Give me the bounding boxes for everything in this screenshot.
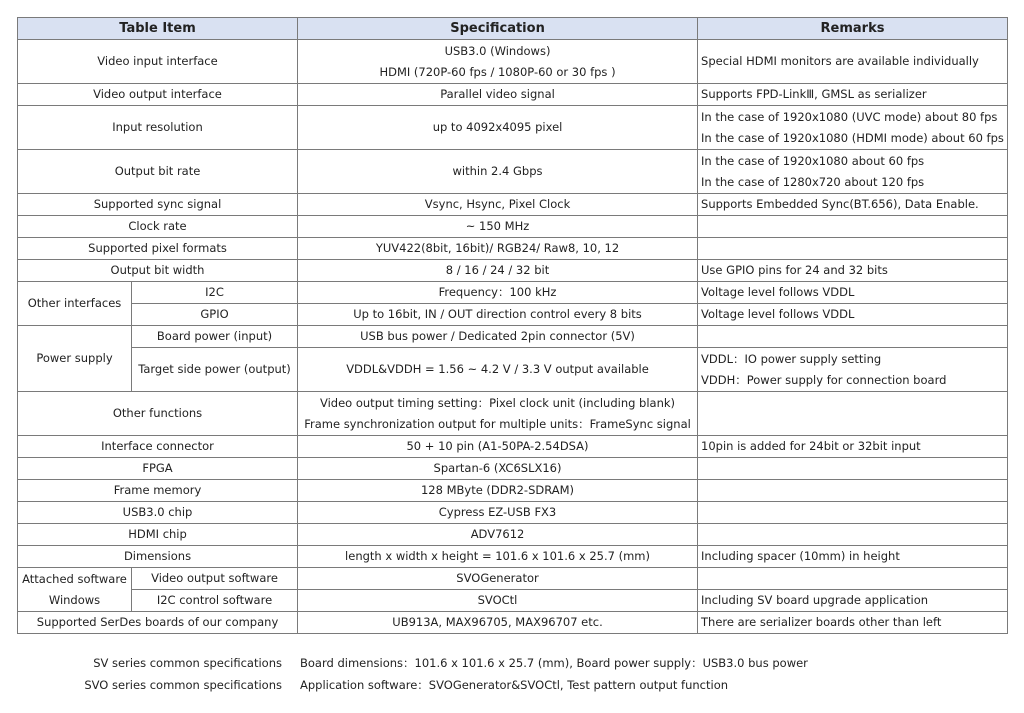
header-row [18,18,1008,40]
group-cell-attached-software: Attached software Windows [18,568,132,612]
remarks-cell: VDDL：IO power supply setting VDDH：Power supply for connection board [698,348,1008,392]
footer-text: Application software：SVOGenerator&SVOCtl, Test pattern output function [300,678,729,692]
item-cell: Frame memory [18,480,298,502]
spec-cell: Spartan-6 (XC6SLX16) [298,458,698,480]
table-row [18,502,1008,524]
subitem-cell: Target side power (output) [132,348,298,392]
table-row [18,238,1008,260]
table-row [18,458,1008,480]
remarks-cell: Voltage level follows VDDL [698,304,1008,326]
table-row [18,40,1008,84]
table-row [18,326,1008,348]
table-row [18,348,1008,392]
header-specification: Specification [298,18,698,40]
remarks-cell: 10pin is added for 24bit or 32bit input [698,436,1008,458]
item-cell: Input resolution [18,106,298,150]
item-cell: Dimensions [18,546,298,568]
footer-text: Board dimensions：101.6 x 101.6 x 25.7 (mm), Board power supply：USB3.0 bus power [300,656,808,670]
table-row [18,392,1008,436]
spec-cell: Cypress EZ-USB FX3 [298,502,698,524]
table-row [18,216,1008,238]
spec-table [17,17,1008,634]
header-remarks: Remarks [698,18,1008,40]
remarks-cell: In the case of 1920x1080 about 60 fps In the case of 1280x720 about 120 fps [698,150,1008,194]
spec-cell: 128 MByte (DDR2-SDRAM) [298,480,698,502]
spec-cell: Parallel video signal [298,84,698,106]
table-row [18,590,1008,612]
item-cell: Supported sync signal [18,194,298,216]
footer-row-sv [0,652,1024,674]
spec-cell: ADV7612 [298,524,698,546]
footer-row-svo [0,674,1024,696]
spec-cell: Vsync, Hsync, Pixel Clock [298,194,698,216]
spec-cell: USB3.0 (Windows) HDMI (720P-60 fps / 1080P-60 or 30 fps ) [298,40,698,84]
remarks-cell [698,568,1008,590]
table-row [18,260,1008,282]
item-cell: Other functions [18,392,298,436]
item-cell: Video output interface [18,84,298,106]
item-cell: Supported pixel formats [18,238,298,260]
spec-cell: 50 + 10 pin (A1-50PA-2.54DSA) [298,436,698,458]
item-cell: Video input interface [18,40,298,84]
spec-cell: Video output timing setting：Pixel clock unit (including blank) Frame synchronization output for multiple units：FrameSync signal [298,392,698,436]
remarks-cell: Use GPIO pins for 24 and 32 bits [698,260,1008,282]
table-row [18,612,1008,634]
table-row [18,568,1008,590]
item-cell: Supported SerDes boards of our company [18,612,298,634]
item-cell: FPGA [18,458,298,480]
spec-cell: 8 / 16 / 24 / 32 bit [298,260,698,282]
remarks-cell [698,524,1008,546]
spec-cell: USB bus power / Dedicated 2pin connector (5V) [298,326,698,348]
spec-cell: length x width x height = 101.6 x 101.6 x 25.7 (mm) [298,546,698,568]
table-row [18,150,1008,194]
subitem-cell: I2C control software [132,590,298,612]
remarks-cell [698,216,1008,238]
table-row [18,480,1008,502]
table-row [18,546,1008,568]
remarks-cell: Supports FPD-LinkⅢ, GMSL as serializer [698,84,1008,106]
remarks-cell [698,480,1008,502]
remarks-cell [698,392,1008,436]
table-row [18,524,1008,546]
spec-cell: SVOGenerator [298,568,698,590]
spec-cell: SVOCtl [298,590,698,612]
remarks-cell [698,326,1008,348]
spec-cell: ~ 150 MHz [298,216,698,238]
item-cell: Output bit width [18,260,298,282]
remarks-cell: In the case of 1920x1080 (UVC mode) about 80 fps In the case of 1920x1080 (HDMI mode) about 60 fps [698,106,1008,150]
remarks-cell [698,238,1008,260]
table-row [18,304,1008,326]
spec-cell: Frequency：100 kHz [298,282,698,304]
subitem-cell: Board power (input) [132,326,298,348]
header-table-item: Table Item [18,18,298,40]
table-row [18,84,1008,106]
spec-cell: Up to 16bit, IN / OUT direction control every 8 bits [298,304,698,326]
spec-cell: UB913A, MAX96705, MAX96707 etc. [298,612,698,634]
spec-cell: up to 4092x4095 pixel [298,106,698,150]
spec-cell: YUV422(8bit, 16bit)/ RGB24/ Raw8, 10, 12 [298,238,698,260]
remarks-cell: Including SV board upgrade application [698,590,1008,612]
item-cell: Output bit rate [18,150,298,194]
remarks-cell: There are serializer boards other than left [698,612,1008,634]
subitem-cell: GPIO [132,304,298,326]
spec-cell: VDDL&VDDH = 1.56 ~ 4.2 V / 3.3 V output available [298,348,698,392]
subitem-cell: Video output software [132,568,298,590]
table-row [18,282,1008,304]
group-cell-power-supply: Power supply [18,326,132,392]
common-specifications [0,652,1024,696]
item-cell: HDMI chip [18,524,298,546]
remarks-cell: Voltage level follows VDDL [698,282,1008,304]
table-row [18,436,1008,458]
item-cell: Interface connector [18,436,298,458]
group-cell-other-interfaces: Other interfaces [18,282,132,326]
spec-cell: within 2.4 Gbps [298,150,698,194]
remarks-cell: Including spacer (10mm) in height [698,546,1008,568]
table-row [18,106,1008,150]
remarks-cell: Special HDMI monitors are available individually [698,40,1008,84]
footer-label: SVO series common specifications [84,678,282,692]
footer-label: SV series common specifications [93,656,282,670]
item-cell: USB3.0 chip [18,502,298,524]
table-row [18,194,1008,216]
remarks-cell [698,458,1008,480]
remarks-cell [698,502,1008,524]
item-cell: Clock rate [18,216,298,238]
remarks-cell: Supports Embedded Sync(BT.656), Data Enable. [698,194,1008,216]
subitem-cell: I2C [132,282,298,304]
